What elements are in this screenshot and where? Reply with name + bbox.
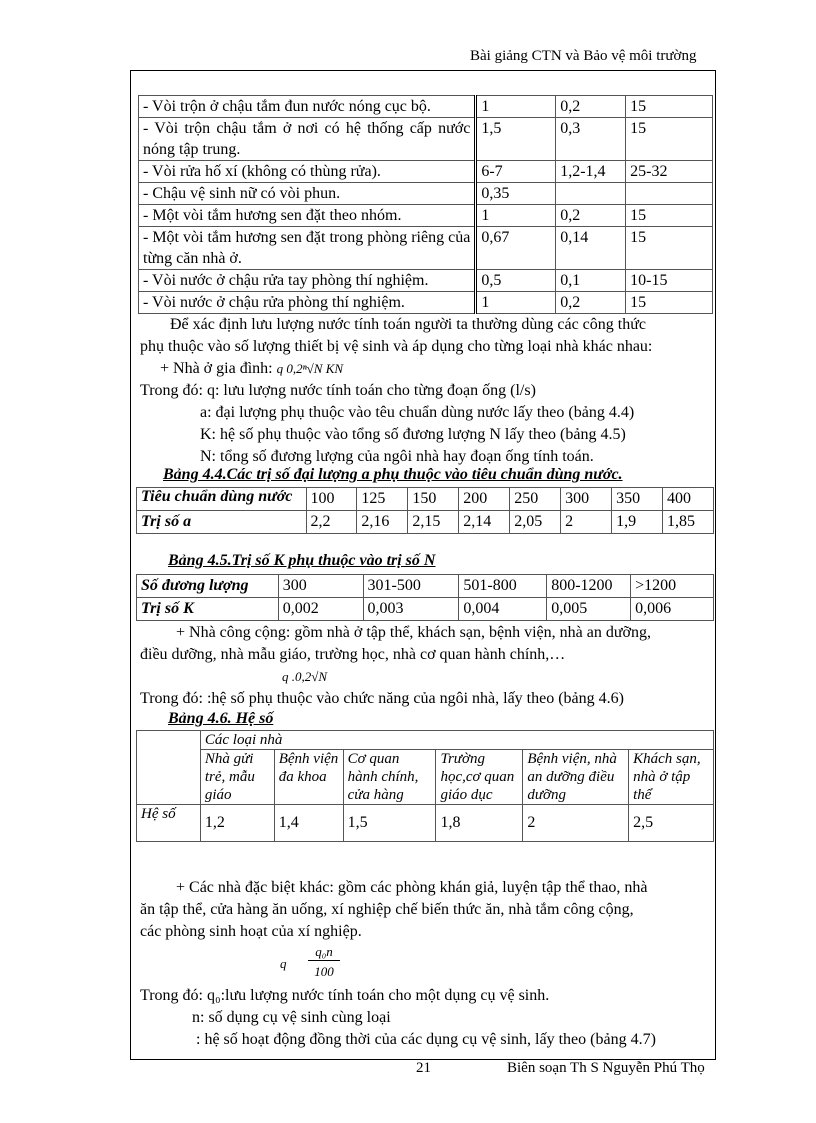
- fixture-value-3: 25-32: [626, 161, 713, 183]
- fixture-value-3: 15: [626, 227, 713, 270]
- table44-standard-cell: 400: [663, 488, 714, 511]
- defs1-line4: N: tổng số đương lượng của ngôi nhà hay đoạn ống tính toán.: [200, 448, 594, 465]
- fixture-value-2: 0,2: [556, 96, 626, 118]
- table45-n-cell: >1200: [631, 575, 714, 598]
- table44-row1: [137, 488, 714, 511]
- table44-standard-cell: 125: [357, 488, 408, 511]
- fixture-desc: - Chậu vệ sinh nữ có vòi phun.: [139, 183, 476, 205]
- table46-value-cell: 1,5: [343, 805, 436, 842]
- table44-a-cell: 1,85: [663, 511, 714, 534]
- table46-value-cell: 1,8: [436, 805, 523, 842]
- defs1-line2: a: đại lượng phụ thuộc vào têu chuẩn dùng nước lấy theo (bảng 4.4): [200, 404, 635, 421]
- fixture-value-1: 1: [476, 96, 556, 118]
- table46-header-cell: Khách sạn, nhà ở tập thể: [629, 750, 714, 805]
- table46-group-header: Các loại nhà: [200, 731, 713, 750]
- para3-line3: các phòng sinh hoạt của xí nghiệp.: [140, 923, 362, 940]
- fixture-desc: - Một vòi tắm hương sen đặt trong phòng riêng của từng căn nhà ở.: [139, 227, 476, 270]
- fixture-desc: - Một vòi tắm hương sen đặt theo nhóm.: [139, 205, 476, 227]
- fixture-table: [138, 95, 713, 314]
- table44-a-cell: 2,16: [357, 511, 408, 534]
- fixture-row: [139, 161, 713, 183]
- para1-line2: phụ thuộc vào số lượng thiết bị vệ sinh và áp dụng cho từng loại nhà khác nhau:: [140, 338, 653, 355]
- table46-header-cell: Bệnh viện, nhà an dưỡng điều dưỡng: [523, 750, 629, 805]
- table44-a-cell: 2: [561, 511, 612, 534]
- fixture-row: [139, 118, 713, 161]
- para1-line1: Để xác định lưu lượng nước tính toán người ta thường dùng các công thức: [170, 316, 646, 333]
- table45-n-cell: 300: [278, 575, 363, 598]
- para2-line1: + Nhà công cộng: gồm nhà ở tập thể, khách sạn, bệnh viện, nhà an dưỡng,: [176, 624, 651, 641]
- table44-standard-cell: 200: [459, 488, 510, 511]
- fixture-desc: - Vòi trộn chậu tắm ở nơi có hệ thống cấp nước nóng tập trung.: [139, 118, 476, 161]
- fixture-value-3: [626, 183, 713, 205]
- fixture-value-3: 15: [626, 118, 713, 161]
- defs3-line1: Trong đó: q₀:lưu lượng nước tính toán cho một dụng cụ vệ sinh.: [140, 987, 550, 1004]
- table46-value-cell: 2,5: [629, 805, 714, 842]
- fixture-value-3: 15: [626, 96, 713, 118]
- fixture-desc: - Vòi nước ở chậu rửa tay phòng thí nghiệm.: [139, 270, 476, 292]
- table46-header-cell: Trường học,cơ quan giáo dục: [436, 750, 523, 805]
- table46-header-row: [137, 750, 714, 805]
- formula-3-denominator: 100: [314, 964, 334, 979]
- fixture-value-1: 0,67: [476, 227, 556, 270]
- table44-row2-label: Trị số a: [137, 511, 307, 534]
- table46-value-cell: 1,4: [274, 805, 343, 842]
- table45-row1: [137, 575, 714, 598]
- table45-k-cell: 0,002: [278, 598, 363, 621]
- para2-line2: điều dưỡng, nhà mẫu giáo, trường học, nhà cơ quan hành chính,…: [140, 646, 566, 663]
- table45-n-cell: 301-500: [363, 575, 459, 598]
- fixture-desc: - Vòi nước ở chậu rửa phòng thí nghiệm.: [139, 292, 476, 314]
- table45-n-cell: 501-800: [459, 575, 547, 598]
- table46-value-cell: 2: [523, 805, 629, 842]
- formula-intro: + Nhà ở gia đình:: [160, 360, 273, 377]
- table45-k-cell: 0,003: [363, 598, 459, 621]
- table44-standard-cell: 100: [306, 488, 357, 511]
- author-credit: Biên soạn Th S Nguyễn Phú Thọ: [507, 1060, 705, 1076]
- table44-standard-cell: 300: [561, 488, 612, 511]
- table46-header-cell: Cơ quan hành chính, cửa hàng: [343, 750, 436, 805]
- table45-row2: [137, 598, 714, 621]
- fixture-value-3: 15: [626, 205, 713, 227]
- table44-row1-label: Tiêu chuẩn dùng nước: [137, 488, 307, 511]
- table-4-4: [136, 487, 714, 534]
- fixture-value-1: 0,35: [476, 183, 556, 205]
- fixture-value-1: 0,5: [476, 270, 556, 292]
- formula-3-lhs: q: [280, 956, 287, 971]
- table45-caption: Bảng 4.5.Trị số K phụ thuộc vào trị số N: [168, 552, 436, 569]
- table44-row2: [137, 511, 714, 534]
- table44-caption: Bảng 4.4.Các trị số đại lượng a phụ thuộc vào tiêu chuẩn dùng nước.: [163, 466, 623, 483]
- table46-values-row: [137, 805, 714, 842]
- formula-2: q .0,2√N: [282, 669, 328, 684]
- fixture-value-1: 1: [476, 292, 556, 314]
- formula-3-numerator: q₀n: [308, 944, 340, 961]
- fixture-desc: - Vòi trộn ở chậu tắm đun nước nóng cục bộ.: [139, 96, 476, 118]
- fixture-row: [139, 183, 713, 205]
- table44-a-cell: 2,05: [510, 511, 561, 534]
- fixture-value-2: 0,2: [556, 292, 626, 314]
- table46-value-cell: 1,2: [200, 805, 274, 842]
- fixture-value-2: 1,2-1,4: [556, 161, 626, 183]
- page-number: 21: [416, 1060, 431, 1076]
- para3-line2: ăn tập thể, cửa hàng ăn uống, xí nghiệp chế biến thức ăn, nhà tắm công cộng,: [140, 901, 634, 918]
- para1-line3: [160, 358, 343, 380]
- fixture-value-2: 0,14: [556, 227, 626, 270]
- table44-a-cell: 1,9: [612, 511, 663, 534]
- table-4-6: [136, 730, 714, 842]
- table44-standard-cell: 350: [612, 488, 663, 511]
- table46-caption: Bảng 4.6. Hệ số: [168, 710, 274, 727]
- table45-n-cell: 800-1200: [547, 575, 631, 598]
- fixture-value-3: 15: [626, 292, 713, 314]
- fixture-value-2: 0,3: [556, 118, 626, 161]
- table46-header-cell: Bệnh viện đa khoa: [274, 750, 343, 805]
- formula-1: q 0,2ⁿ√N KN: [276, 361, 344, 376]
- fixture-row: [139, 227, 713, 270]
- fixture-row: [139, 292, 713, 314]
- fixture-value-2: [556, 183, 626, 205]
- fixture-value-3: 10-15: [626, 270, 713, 292]
- page-header: Bài giảng CTN và Bảo vệ môi trường: [470, 48, 697, 64]
- fixture-value-2: 0,1: [556, 270, 626, 292]
- para3-line1: + Các nhà đặc biệt khác: gồm các phòng khán giả, luyện tập thể thao, nhà: [176, 879, 648, 896]
- table46-row-label: Hệ số: [137, 805, 201, 842]
- fixture-value-2: 0,2: [556, 205, 626, 227]
- fixture-value-1: 1: [476, 205, 556, 227]
- table45-k-cell: 0,004: [459, 598, 547, 621]
- table44-standard-cell: 150: [408, 488, 459, 511]
- table45-k-cell: 0,006: [631, 598, 714, 621]
- defs3-line3: : hệ số hoạt động đồng thời của các dụng cụ vệ sinh, lấy theo (bảng 4.7): [196, 1031, 656, 1048]
- table46-header-cell: Nhà gửi trẻ, mẫu giáo: [200, 750, 274, 805]
- table45-k-cell: 0,005: [547, 598, 631, 621]
- defs1-line3: K: hệ số phụ thuộc vào tổng số đương lượng N lấy theo (bảng 4.5): [200, 426, 626, 443]
- fixture-desc: - Vòi rửa hố xí (không có thùng rửa).: [139, 161, 476, 183]
- table45-row2-label: Trị số K: [137, 598, 279, 621]
- table44-a-cell: 2,15: [408, 511, 459, 534]
- table44-standard-cell: 250: [510, 488, 561, 511]
- fixture-row: [139, 205, 713, 227]
- defs1-line1: Trong đó: q: lưu lượng nước tính toán cho từng đoạn ống (l/s): [140, 382, 536, 399]
- table-4-5: [136, 574, 714, 621]
- fixture-value-1: 6-7: [476, 161, 556, 183]
- fixture-row: [139, 270, 713, 292]
- table46-group-row: [137, 731, 714, 750]
- table45-row1-label: Số đương lượng: [137, 575, 279, 598]
- table46-corner: [137, 731, 201, 805]
- table44-a-cell: 2,2: [306, 511, 357, 534]
- fixture-row: [139, 96, 713, 118]
- table44-a-cell: 2,14: [459, 511, 510, 534]
- fixture-value-1: 1,5: [476, 118, 556, 161]
- para2-line3: Trong đó: :hệ số phụ thuộc vào chức năng của ngôi nhà, lấy theo (bảng 4.6): [140, 690, 624, 707]
- defs3-line2: n: số dụng cụ vệ sinh cùng loại: [192, 1009, 391, 1026]
